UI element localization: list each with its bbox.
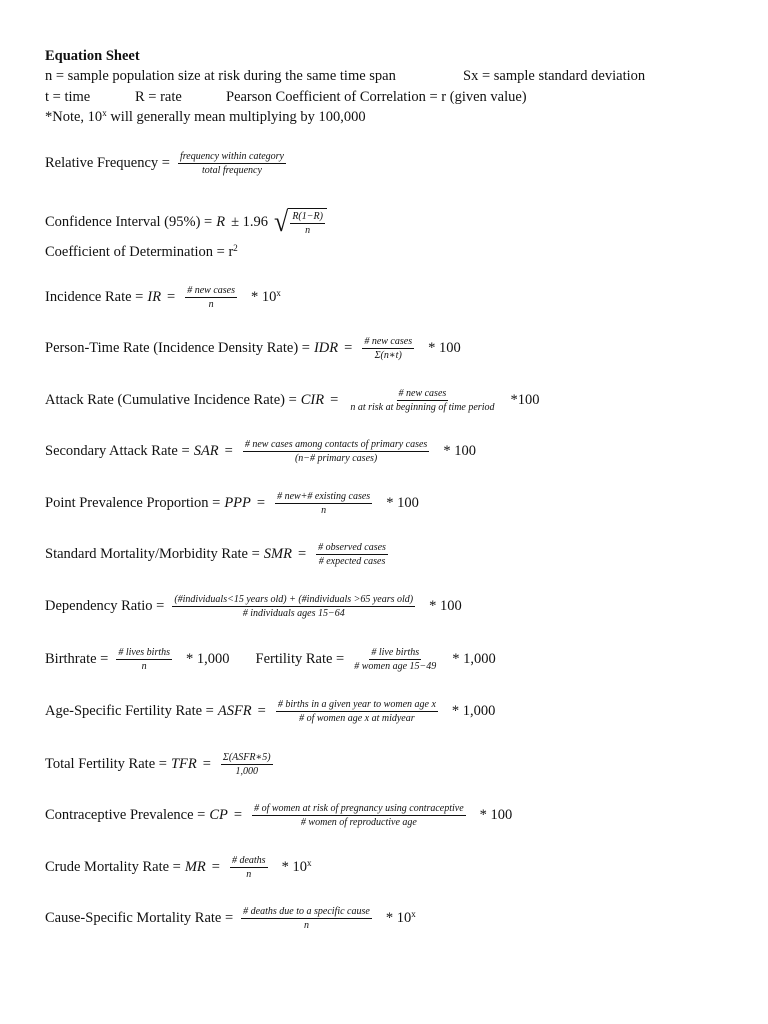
note-suffix: will generally mean multiplying by 100,000 bbox=[106, 109, 366, 125]
equation-label: Relative Frequency = bbox=[45, 154, 170, 171]
equation-symbol: ASFR bbox=[217, 702, 252, 719]
multiplier bbox=[251, 289, 281, 306]
denominator: n bbox=[141, 660, 147, 672]
numerator: # live births bbox=[371, 646, 420, 658]
fertility-multiplier: * 1,000 bbox=[452, 650, 496, 667]
numerator: # new cases bbox=[187, 284, 236, 296]
numerator: # new cases bbox=[364, 335, 413, 347]
definition-n: n = sample population size at risk during the same time span bbox=[45, 68, 396, 84]
fraction bbox=[362, 335, 414, 362]
fraction bbox=[221, 751, 273, 778]
confidence-interval-equation bbox=[45, 202, 327, 242]
multiplier: * 1,000 bbox=[451, 702, 496, 719]
numerator: # new+# existing cases bbox=[277, 490, 371, 502]
definition-r: R = rate bbox=[135, 89, 182, 105]
equals-sign: = bbox=[202, 755, 211, 772]
equation-label: Point Prevalence Proportion = bbox=[45, 494, 221, 511]
birthrate-fraction bbox=[116, 646, 172, 673]
incidence-density-rate-equation bbox=[45, 328, 461, 368]
denominator: # of women age x at midyear bbox=[299, 712, 415, 724]
numerator: # of women at risk of pregnancy using contraceptive bbox=[254, 802, 464, 814]
radical-sign: √ bbox=[274, 205, 289, 238]
definition-sx: Sx = sample standard deviation bbox=[463, 68, 646, 84]
equation-label: Crude Mortality Rate = bbox=[45, 858, 181, 875]
fraction bbox=[252, 802, 466, 829]
dependency-ratio-equation bbox=[45, 586, 462, 626]
multiplier: * 100 bbox=[429, 597, 462, 614]
multiplier-exponent: x bbox=[306, 857, 312, 868]
multiplier: *100 bbox=[510, 391, 540, 408]
equals-sign: = bbox=[233, 806, 243, 823]
relative-frequency-equation bbox=[45, 143, 292, 183]
equation-symbol: TFR bbox=[170, 755, 197, 772]
numerator: # births in a given year to women age x bbox=[277, 698, 436, 710]
denominator: (n−# primary cases) bbox=[294, 452, 378, 464]
incidence-rate-equation bbox=[45, 277, 281, 317]
multiplier bbox=[386, 910, 416, 927]
equation-label: Attack Rate (Cumulative Incidence Rate) = bbox=[45, 391, 297, 408]
denominator: 1,000 bbox=[235, 765, 259, 777]
equals-sign: = bbox=[297, 545, 307, 562]
equation-label: Confidence Interval (95%) = bbox=[45, 213, 213, 230]
fraction bbox=[185, 284, 237, 311]
cumulative-incidence-rate-equation bbox=[45, 380, 539, 420]
fraction bbox=[178, 150, 286, 177]
fraction bbox=[316, 541, 388, 568]
cod-exponent: 2 bbox=[233, 243, 238, 253]
numerator: # lives births bbox=[118, 646, 171, 658]
equation-label: Cause-Specific Mortality Rate = bbox=[45, 909, 234, 926]
multiplier: * 100 bbox=[428, 339, 461, 356]
fertility-label: Fertility Rate = bbox=[255, 650, 345, 667]
fraction bbox=[172, 593, 415, 620]
equals-sign: = bbox=[211, 858, 220, 875]
multiplier: * 100 bbox=[386, 494, 419, 511]
birthrate-label: Birthrate = bbox=[45, 650, 109, 667]
page-title: Equation Sheet bbox=[45, 48, 140, 64]
note-prefix: *Note, 10 bbox=[45, 109, 103, 125]
denominator: n bbox=[208, 298, 214, 310]
multiplier bbox=[282, 859, 312, 876]
equation-symbol: PPP bbox=[224, 494, 251, 511]
coefficient-of-determination bbox=[45, 242, 238, 262]
total-fertility-rate-equation bbox=[45, 744, 279, 784]
equation-symbol: MR bbox=[184, 858, 206, 875]
multiplier-text: * 10 bbox=[251, 288, 277, 305]
secondary-attack-rate-equation bbox=[45, 431, 476, 471]
multiplier: * 100 bbox=[479, 806, 513, 823]
equation-symbol: CIR bbox=[300, 391, 325, 408]
note-exponent: x bbox=[102, 108, 107, 118]
denominator: n bbox=[321, 504, 327, 516]
equals-sign: = bbox=[256, 494, 266, 511]
numerator: frequency within category bbox=[179, 150, 284, 162]
equation-symbol: SAR bbox=[193, 442, 219, 459]
fraction bbox=[243, 438, 429, 465]
numerator: # observed cases bbox=[318, 541, 386, 553]
fertility-fraction bbox=[352, 646, 438, 673]
equation-symbol: CP bbox=[209, 806, 228, 823]
equals-sign: = bbox=[224, 442, 233, 459]
plus-minus-term: ± 1.96 bbox=[231, 213, 269, 230]
multiplier-text: * 10 bbox=[385, 909, 412, 926]
equation-symbol: IDR bbox=[313, 339, 339, 356]
multiplier: * 100 bbox=[443, 442, 476, 459]
radicand bbox=[288, 208, 327, 237]
denominator: # women age 15−49 bbox=[354, 660, 437, 672]
multiplier-text: * 10 bbox=[281, 858, 307, 875]
cod-text: Coefficient of Determination = r bbox=[45, 244, 234, 260]
numerator: # deaths bbox=[231, 854, 266, 866]
age-specific-fertility-rate-equation bbox=[45, 691, 495, 731]
numerator: # new cases among contacts of primary cases bbox=[244, 438, 428, 450]
square-root bbox=[274, 207, 327, 237]
equation-label: Standard Mortality/Morbidity Rate = bbox=[45, 545, 260, 562]
equals-sign: = bbox=[167, 288, 176, 305]
equation-label: Person-Time Rate (Incidence Density Rate) = bbox=[45, 339, 310, 356]
equation-label: Total Fertility Rate = bbox=[45, 755, 167, 772]
standard-mortality-rate-equation bbox=[45, 534, 394, 574]
fraction bbox=[230, 854, 268, 881]
birthrate-multiplier: * 1,000 bbox=[186, 650, 230, 667]
denominator: n bbox=[303, 919, 309, 931]
equation-label: Age-Specific Fertility Rate = bbox=[45, 702, 214, 719]
equals-sign: = bbox=[257, 702, 266, 719]
point-prevalence-equation bbox=[45, 483, 419, 523]
equation-symbol: SMR bbox=[263, 545, 292, 562]
fraction bbox=[276, 698, 438, 725]
birthrate-fertility-row bbox=[45, 639, 496, 679]
equation-label: Dependency Ratio = bbox=[45, 597, 165, 614]
definition-t: t = time bbox=[45, 89, 91, 105]
equation-label: Incidence Rate = bbox=[45, 288, 144, 305]
equation-symbol: IR bbox=[147, 288, 162, 305]
cause-specific-mortality-rate-equation bbox=[45, 898, 416, 938]
fraction bbox=[348, 387, 496, 414]
denominator: n bbox=[305, 224, 311, 236]
denominator: total frequency bbox=[202, 164, 262, 176]
numerator: # new cases bbox=[398, 387, 447, 399]
numerator: (#individuals<15 years old) + (#individuals >65 years old) bbox=[174, 593, 414, 605]
crude-mortality-rate-equation bbox=[45, 847, 311, 887]
denominator: Σ(n∗t) bbox=[374, 349, 402, 361]
denominator: n bbox=[246, 868, 252, 880]
fraction bbox=[290, 210, 325, 237]
equation-symbol: R bbox=[216, 213, 226, 230]
fraction bbox=[275, 490, 372, 517]
contraceptive-prevalence-equation bbox=[45, 795, 512, 835]
denominator: # individuals ages 15−64 bbox=[242, 607, 345, 619]
equals-sign: = bbox=[344, 339, 353, 356]
equation-label: Secondary Attack Rate = bbox=[45, 442, 190, 459]
numerator: # deaths due to a specific cause bbox=[243, 905, 370, 917]
denominator: # women of reproductive age bbox=[300, 816, 417, 828]
numerator: Σ(ASFR∗5) bbox=[222, 751, 271, 763]
definition-pearson: Pearson Coefficient of Correlation = r (given value) bbox=[226, 89, 527, 105]
multiplier-exponent: x bbox=[411, 908, 416, 919]
denominator: # expected cases bbox=[318, 555, 386, 567]
equation-label: Contraceptive Prevalence = bbox=[45, 806, 206, 823]
fraction bbox=[241, 905, 372, 932]
numerator: R(1−R) bbox=[292, 210, 323, 222]
denominator: n at risk at beginning of time period bbox=[350, 401, 495, 413]
multiplier-exponent: x bbox=[276, 287, 281, 298]
note-line bbox=[45, 107, 366, 127]
equals-sign: = bbox=[330, 391, 339, 408]
